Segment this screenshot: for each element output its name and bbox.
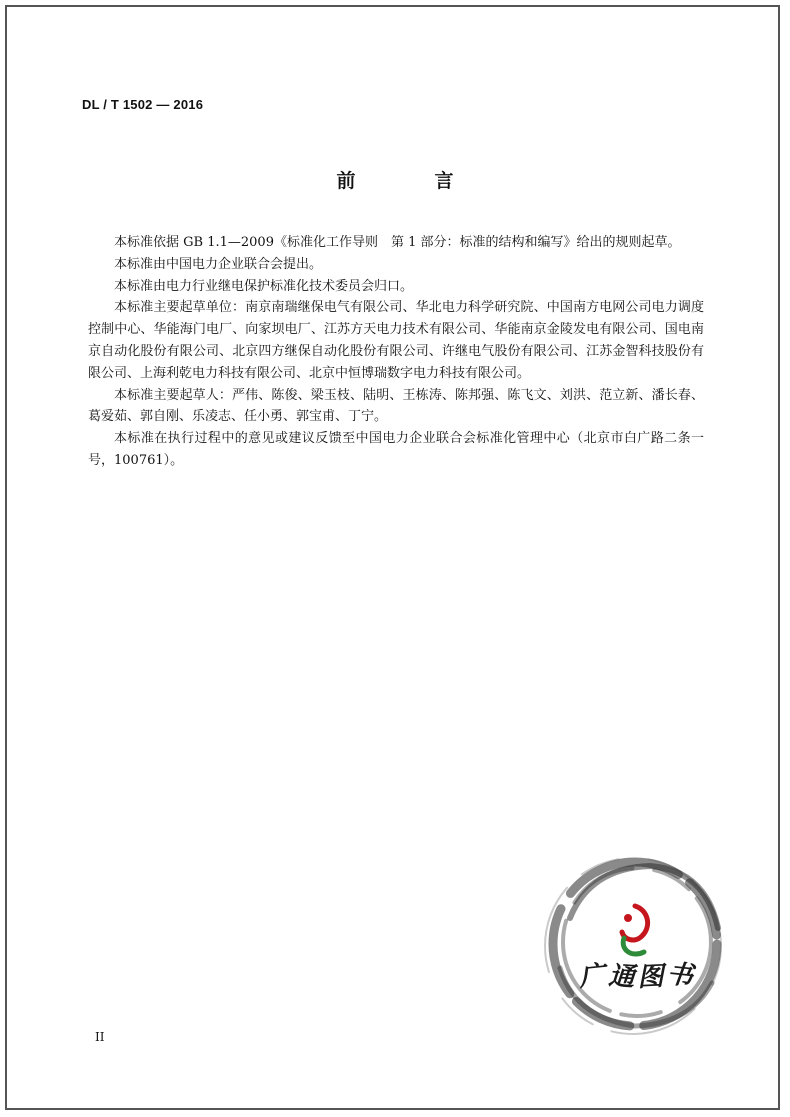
svg-text:图: 图 <box>636 961 665 993</box>
publisher-logo-icon <box>622 906 648 954</box>
paragraph-drafting-rules: 本标准依据 GB 1.1—2009《标准化工作导则 第 1 部分：标准的结构和编写》给出的规则起草。 <box>114 235 681 250</box>
standard-code: DL / T 1502 — 2016 <box>82 97 204 112</box>
ink-ring-icon <box>545 858 721 1034</box>
paragraph-committee: 本标准由电力行业继电保护标准化技术委员会归口。 <box>114 278 414 294</box>
paragraph-proposer: 本标准由中国电力企业联合会提出。 <box>114 256 323 272</box>
page-title: 前 言 <box>336 170 484 192</box>
svg-text:广: 广 <box>577 960 607 993</box>
paragraph-feedback: 本标准在执行过程中的意见或建议反馈至中国电力企业联合会标准化管理中心（北京市白广路二条一号，100761）。 <box>88 431 704 468</box>
paragraph-drafters: 本标准主要起草人：严伟、陈俊、梁玉枝、陆明、王栋涛、陈邦强、陈飞文、刘洪、范立新、潘长春、葛爱茹、郭自刚、乐凌志、任小勇、郭宝甫、丁宁。 <box>88 387 704 425</box>
svg-text:通: 通 <box>607 961 636 993</box>
paragraph-drafting-units: 本标准主要起草单位：南京南瑞继保电气有限公司、华北电力科学研究院、中国南方电网公司电力调度控制中心、华能海门电厂、向家坝电厂、江苏方天电力技术有限公司、华能南京金陵发电有限公司、国电南京自动化股份有限公司、北京四方继保自动化股份有限公司、许继电气股份有限公司、江苏金智科技股份有限公司、上海利乾电力科技有限公司、北京中恒博瑞数字电力科技有限公司。 <box>88 300 704 381</box>
foreword-body <box>88 232 704 472</box>
publisher-lettering-icon <box>577 959 699 993</box>
page-number: II <box>95 1030 105 1044</box>
svg-text:书: 书 <box>665 959 695 992</box>
watermark-stamp <box>540 848 730 1038</box>
